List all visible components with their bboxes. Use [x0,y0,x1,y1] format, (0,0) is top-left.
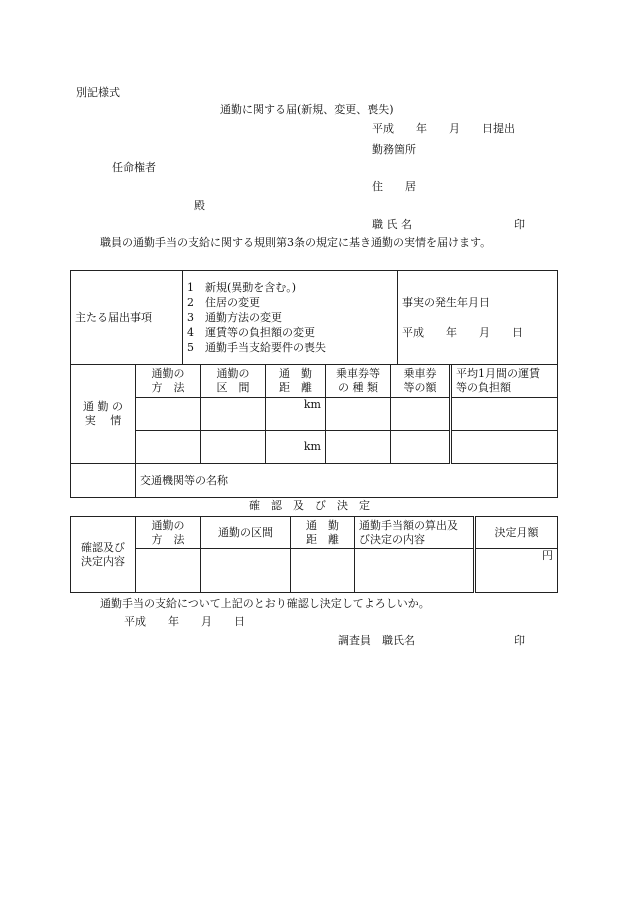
commute-cell[interactable] [391,431,451,464]
yen-unit: 円 [542,549,553,562]
commute-row-label-spacer [71,464,136,498]
conf-header-section: 通勤の区間 [201,517,291,549]
honorific: 殿 [194,199,205,212]
monthly-amount-cell[interactable] [475,549,558,593]
name-label: 職 氏 名 [372,218,412,231]
header-ticket-amount: 乗車券 等の額 [391,365,451,398]
commute-cell[interactable] [136,431,201,464]
occurrence-label: 事実の発生年月日 [402,295,490,309]
approval-statement: 通勤手当の支給について上記のとおり確認し決定してよろしいか。 [100,597,430,610]
commute-cell[interactable] [201,431,266,464]
header-monthly-burden: 平均1月間の運賃 等の負担額 [451,365,558,398]
inspector-seal: 印 [514,634,525,647]
commute-row-label: 通 勤 の 実 情 [71,365,136,464]
conf-header-distance: 通 勤 距 離 [291,517,355,549]
notification-items [183,271,398,365]
km-unit: km [303,440,321,453]
confirmation-section-title: 確 認 及 び 決 定 [249,499,370,512]
notification-label: 主たる届出事項 [71,271,183,365]
form-title: 通勤に関する届(新規、変更、喪失) [220,103,394,116]
distance-cell[interactable] [266,431,326,464]
commute-table [70,364,558,498]
confirmation-cell[interactable] [136,549,201,593]
confirmation-cell[interactable] [291,549,355,593]
notification-item: 5 通勤手当支給要件の喪失 [187,341,326,354]
seal-mark: 印 [514,218,525,231]
notification-item: 3 通勤方法の変更 [187,311,282,324]
notification-item: 1 新規(異動を含む。) [187,281,297,294]
commute-cell[interactable] [391,398,451,431]
confirmation-row-label: 確認及び 決定内容 [71,517,136,593]
commute-cell[interactable] [136,398,201,431]
notification-item: 2 住居の変更 [187,296,260,309]
header-method: 通勤の 方 法 [136,365,201,398]
address-label: 住 居 [372,180,416,193]
header-section: 通勤の 区 間 [201,365,266,398]
approval-date: 平成 年 月 日 [124,615,245,628]
distance-cell[interactable] [266,398,326,431]
agency-label: 交通機関等の名称 [140,473,228,487]
occurrence-date: 平成 年 月 日 [402,325,523,339]
form-label: 別記様式 [76,86,120,99]
commute-cell[interactable] [451,431,558,464]
conf-header-method: 通勤の 方 法 [136,517,201,549]
conf-header-monthly-amount: 決定月額 [475,517,558,549]
workplace-label: 勤務箇所 [372,143,416,156]
inspector-label: 調査員 職氏名 [338,634,415,647]
notification-table [70,270,558,365]
confirmation-table [70,516,558,593]
commute-cell[interactable] [326,431,391,464]
header-distance: 通 勤 距 離 [266,365,326,398]
km-unit: km [303,398,321,411]
occurrence-cell [398,271,558,365]
confirmation-cell[interactable] [201,549,291,593]
header-ticket-type: 乗車券等 の 種 類 [326,365,391,398]
appointer-label: 任命権者 [112,161,156,174]
commute-cell[interactable] [201,398,266,431]
submission-date: 平成 年 月 日提出 [372,122,515,135]
confirmation-cell[interactable] [355,549,475,593]
conf-header-calculation: 通勤手当額の算出及 び決定の内容 [355,517,475,549]
commute-cell[interactable] [326,398,391,431]
declaration-statement: 職員の通勤手当の支給に関する規則第3条の規定に基き通勤の実情を届けます。 [100,236,492,249]
agency-name-cell[interactable] [136,464,558,498]
commute-cell[interactable] [451,398,558,431]
notification-item: 4 運賃等の負担額の変更 [187,326,315,339]
